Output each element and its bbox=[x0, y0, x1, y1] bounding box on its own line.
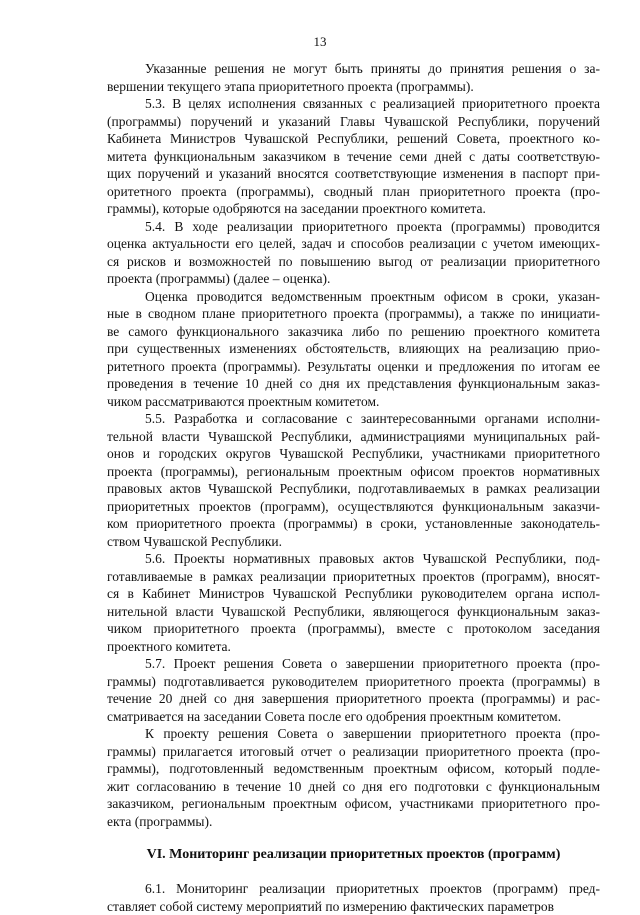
paragraph bbox=[107, 218, 600, 288]
paragraph-line: тельной власти Чувашской Республики, администрациями муниципальных рай- bbox=[107, 428, 600, 446]
paragraph-line: ством Чувашской Республики. bbox=[107, 533, 600, 551]
paragraph-line: ся рисков и возможностей по повышению выгод от реализации приоритетного bbox=[107, 253, 600, 271]
paragraph bbox=[107, 410, 600, 550]
paragraph-line: ве самого функционального заказчика либо по решению проектного комитета bbox=[107, 323, 600, 341]
paragraph bbox=[107, 880, 600, 915]
paragraph-line: ритетного проекта (программы). Результаты оценки и предложения по итогам ее bbox=[107, 358, 600, 376]
document-body bbox=[107, 60, 600, 915]
paragraph-line: 5.7. Проект решения Совета о завершении приоритетного проекта (про- bbox=[107, 655, 600, 673]
paragraph-line: жит согласованию в течение 10 дней со дня его подготовки с функциональным bbox=[107, 778, 600, 796]
paragraph-line: течение 20 дней со дня завершения приоритетного проекта (программы) и рас- bbox=[107, 690, 600, 708]
paragraph-line: при существенных изменениях обстоятельств, влияющих на реализацию прио- bbox=[107, 340, 600, 358]
paragraph-line: онов и городских округов Чувашской Республики, участниками приоритетного bbox=[107, 445, 600, 463]
paragraph bbox=[107, 288, 600, 411]
paragraph bbox=[107, 725, 600, 830]
paragraph-line: (программы) поручений и указаний Главы Чувашской Республики, поручений bbox=[107, 113, 600, 131]
paragraph-line: проведения в течение 10 дней со дня их представления функциональным заказ- bbox=[107, 375, 600, 393]
paragraph-line: ставляет собой систему мероприятий по измерению фактических параметров bbox=[107, 898, 600, 915]
paragraph bbox=[107, 550, 600, 655]
paragraph bbox=[107, 655, 600, 725]
paragraph bbox=[107, 95, 600, 218]
paragraph-line: щих поручений и указаний вносятся соответствующие изменения в паспорт при- bbox=[107, 165, 600, 183]
paragraph-line: 5.6. Проекты нормативных правовых актов Чувашской Республики, под- bbox=[107, 550, 600, 568]
section-spacer bbox=[107, 830, 600, 846]
paragraph-line: митета функциональным заказчиком в течение семи дней с даты соответствую- bbox=[107, 148, 600, 166]
paragraph-line: К проекту решения Совета о завершении приоритетного проекта (про- bbox=[107, 725, 600, 743]
paragraph-line: оритетного проекта (программы), сводный план приоритетного проекта (про- bbox=[107, 183, 600, 201]
paragraph-line: 5.3. В целях исполнения связанных с реализацией приоритетного проекта bbox=[107, 95, 600, 113]
paragraph-line: проектного комитета. bbox=[107, 638, 600, 656]
paragraph-line: проекта (программы) (далее – оценка). bbox=[107, 270, 600, 288]
paragraph-line: граммы), подготовленный ведомственным проектным офисом, который подле- bbox=[107, 760, 600, 778]
paragraph-line: чиком рассматриваются проектным комитетом. bbox=[107, 393, 600, 411]
paragraph-line: граммы) подготавливается руководителем приоритетного проекта (программы) в bbox=[107, 673, 600, 691]
paragraph-line: сматривается на заседании Совета после его одобрения проектным комитетом. bbox=[107, 708, 600, 726]
paragraph-line: ные в сводном плане приоритетного проекта (программы), а также по инициати- bbox=[107, 305, 600, 323]
section-spacer bbox=[107, 864, 600, 880]
page-number: 13 bbox=[0, 34, 640, 50]
paragraph-line: заказчиком, региональным проектным офисом, участниками приоритетного про- bbox=[107, 795, 600, 813]
paragraph-line: приоритетных проектов (программ), осуществляются функциональным заказчи- bbox=[107, 498, 600, 516]
paragraph-line: граммы), которые одобряются на заседании проектного комитета. bbox=[107, 200, 600, 218]
paragraph-line: Оценка проводится ведомственным проектным офисом в сроки, указан- bbox=[107, 288, 600, 306]
paragraph-line: 5.4. В ходе реализации приоритетного проекта (программы) проводится bbox=[107, 218, 600, 236]
paragraph-line: ся в Кабинет Министров Чувашской Республики руководителем органа испол- bbox=[107, 585, 600, 603]
paragraph-line: правовых актов Чувашской Республики, подготавливаемых в рамках реализации bbox=[107, 480, 600, 498]
paragraph-line: граммы) прилагается итоговый отчет о реализации приоритетного проекта (про- bbox=[107, 743, 600, 761]
paragraph-line: проекта (программы), региональным проектным офисом проектов нормативных bbox=[107, 463, 600, 481]
paragraph-line: вершении текущего этапа приоритетного проекта (программы). bbox=[107, 78, 600, 96]
paragraph-line: ком приоритетного проекта (программы) в сроки, установленные законодатель- bbox=[107, 515, 600, 533]
paragraph-line: 6.1. Мониторинг реализации приоритетных проектов (программ) пред- bbox=[107, 880, 600, 898]
paragraph bbox=[107, 60, 600, 95]
paragraph-line: оценка актуальности его целей, задач и способов реализации с учетом имеющих- bbox=[107, 235, 600, 253]
paragraph-line: нительной власти Чувашской Республики, являющегося функциональным заказ- bbox=[107, 603, 600, 621]
paragraph-line: чиком приоритетного проекта (программы), вместе с протоколом заседания bbox=[107, 620, 600, 638]
paragraph-line: Кабинета Министров Чувашской Республики, решений Совета, проектного ко- bbox=[107, 130, 600, 148]
paragraph-line: 5.5. Разработка и согласование с заинтересованными органами исполни- bbox=[107, 410, 600, 428]
paragraph-line: готавливаемые в рамках реализации приоритетных проектов (программ), вносят- bbox=[107, 568, 600, 586]
section-heading: VI. Мониторинг реализации приоритетных проектов (программ) bbox=[107, 846, 600, 864]
paragraph-line: екта (программы). bbox=[107, 813, 600, 831]
paragraph-line: Указанные решения не могут быть приняты до принятия решения о за- bbox=[107, 60, 600, 78]
